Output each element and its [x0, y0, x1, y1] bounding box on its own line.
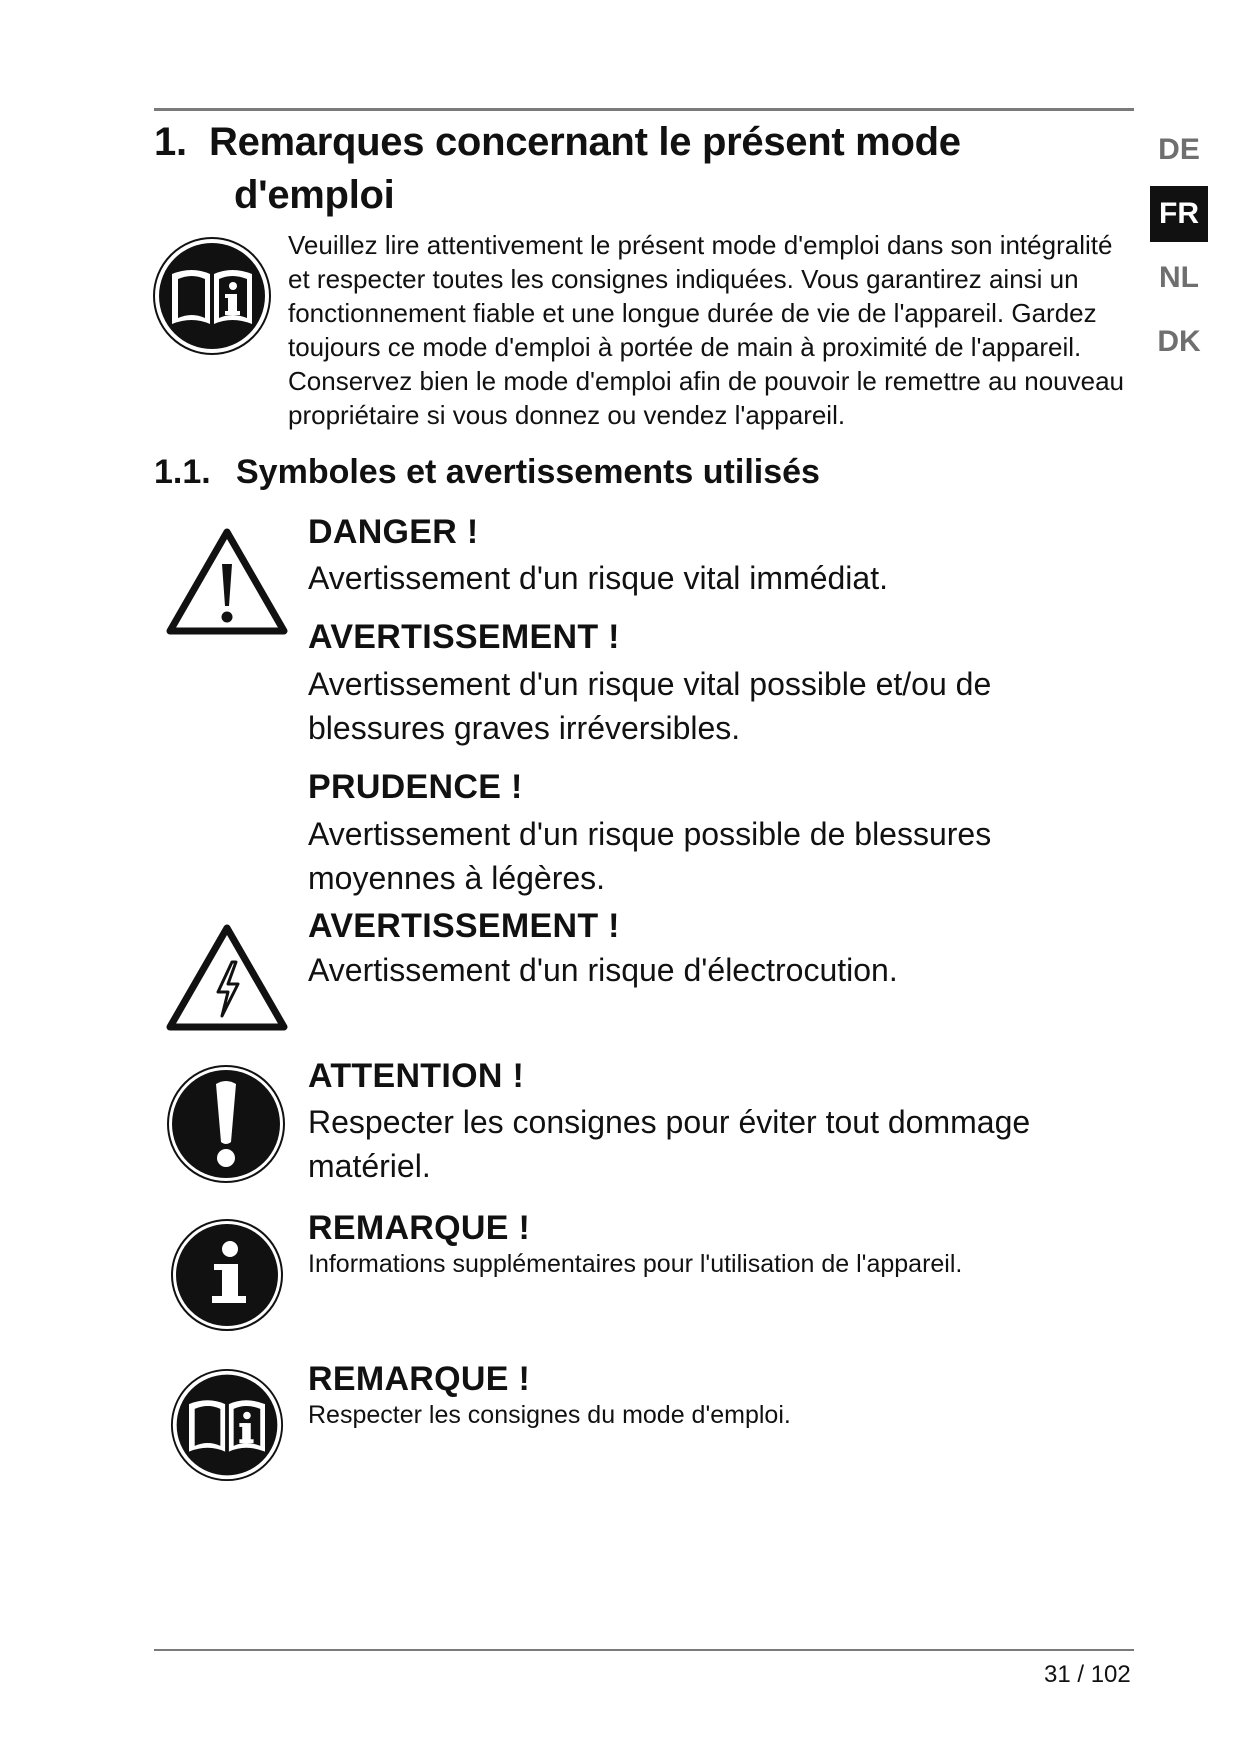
language-tab-dk[interactable]: DK — [1157, 325, 1201, 358]
symbol-description: Respecter les consignes du mode d'emploi. — [308, 1401, 791, 1429]
exclamation-circle-icon — [166, 1064, 286, 1184]
section-title-line2: d'emploi — [234, 173, 395, 217]
electric-shock-icon — [166, 924, 288, 1032]
symbol-title: PRUDENCE ! — [308, 768, 523, 806]
section-title-line1: Remarques concernant le présent mode — [209, 120, 961, 164]
symbol-description: Informations supplémentaires pour l'utilisation de l'appareil. — [308, 1250, 963, 1278]
symbol-description: Avertissement d'un risque possible de blessures moyennes à légères. — [308, 816, 992, 896]
symbol-description: Avertissement d'un risque vital immédiat. — [308, 560, 888, 596]
subsection-heading — [154, 452, 820, 492]
subsection-number: 1.1. — [154, 453, 211, 491]
symbol-title: AVERTISSEMENT ! — [308, 618, 620, 656]
info-circle-icon — [170, 1218, 284, 1332]
manual-info-icon — [170, 1368, 284, 1482]
warning-triangle-icon — [166, 528, 288, 636]
page-number: 31 / 102 — [1044, 1661, 1131, 1688]
symbol-title: DANGER ! — [308, 513, 479, 551]
subsection-title: Symboles et avertissements utilisés — [236, 453, 820, 491]
symbol-description: Avertissement d'un risque d'électrocution. — [308, 952, 898, 988]
manual-info-icon — [152, 236, 272, 356]
symbol-description: Respecter les consignes pour éviter tout dommage matériel. — [308, 1104, 1031, 1184]
symbol-title: REMARQUE ! — [308, 1209, 531, 1247]
symbol-description: Avertissement d'un risque vital possible et/ou de blessures graves irréversibles. — [308, 666, 992, 746]
language-tab-nl[interactable]: NL — [1159, 261, 1199, 294]
intro-paragraph: Veuillez lire attentivement le présent mode d'emploi dans son intégralité et respecter toutes les consignes indiquées. Vous garantirez ainsi un fonctionnement fiable et une longue durée de vie de l'appareil. Gardez toujours ce mode d'emploi à portée de main à proximité de l'appareil. Conservez bien le mode d'emploi afin de pouvoir le remettre au nouveau propriétaire si vous donnez ou vendez l'appareil. — [288, 230, 1125, 430]
bottom-rule — [154, 1649, 1134, 1651]
symbol-title: AVERTISSEMENT ! — [308, 907, 620, 945]
language-tab-fr[interactable]: FR — [1150, 186, 1208, 242]
symbol-title: REMARQUE ! — [308, 1360, 531, 1398]
language-tab-de[interactable]: DE — [1158, 133, 1200, 166]
section-number: 1. — [154, 120, 187, 164]
top-rule — [154, 108, 1134, 111]
symbol-title: ATTENTION ! — [308, 1057, 525, 1095]
